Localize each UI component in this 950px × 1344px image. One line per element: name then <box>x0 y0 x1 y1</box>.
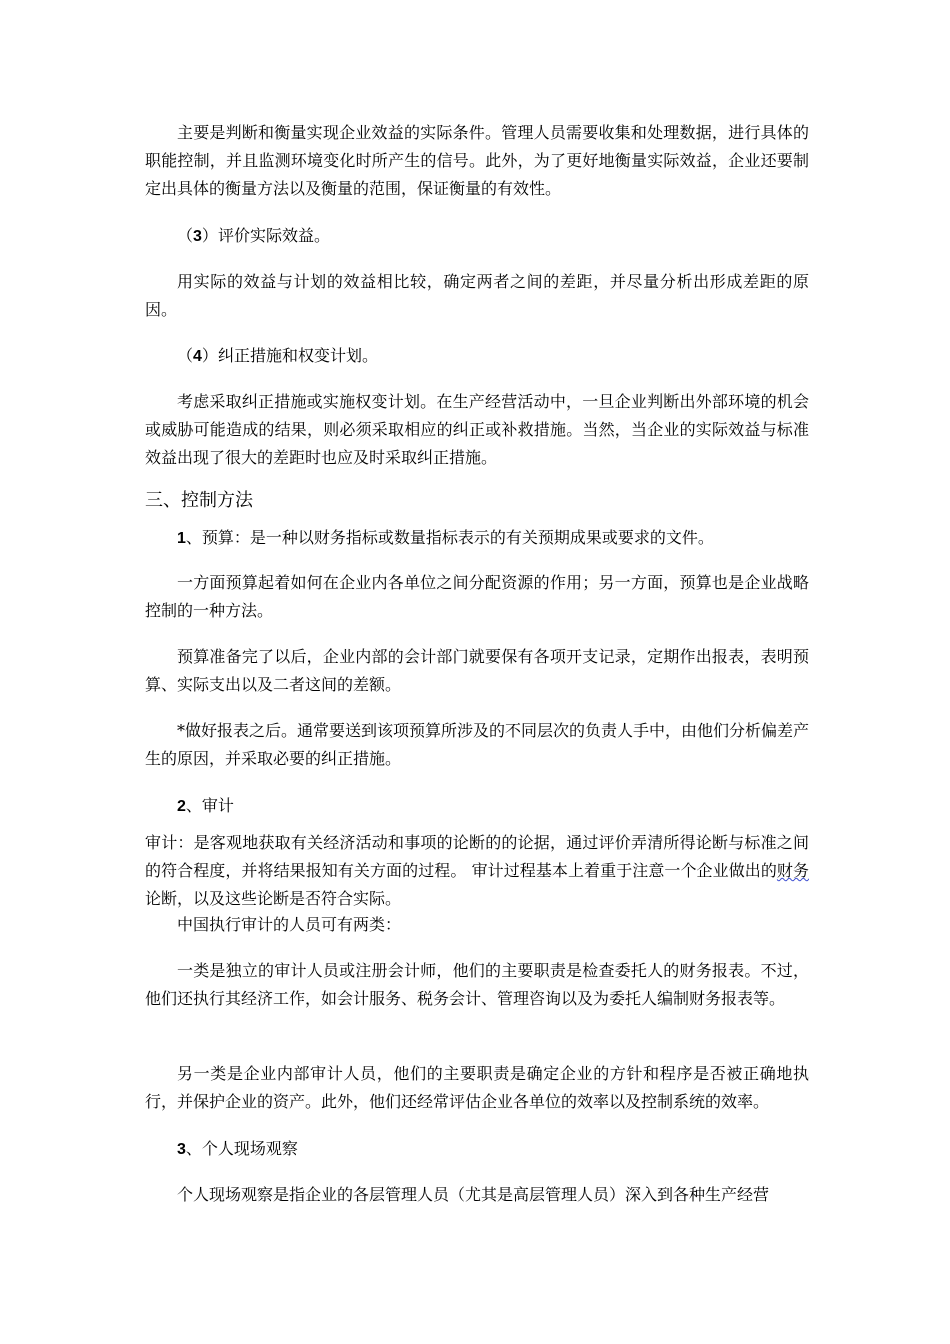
audit-text: 、审计 <box>185 796 234 815</box>
budget-number: 1 <box>177 530 186 547</box>
item-4-heading: （4）纠正措施和权变计划。 <box>177 346 378 365</box>
observation-number: 3 <box>177 1141 186 1158</box>
paragraph-internal-auditors: 另一类是企业内部审计人员，他们的主要职责是确定企业的方针和程序是否被正确地执行，并保护企业的资产。此外，他们还经常评估企业各单位的效率以及控制系统的效率。 <box>145 1064 809 1111</box>
audit-definition-part2: 论断，以及这些论断是否符合实际。 <box>145 889 402 908</box>
paragraph-corrective: 考虑采取纠正措施或实施权变计划。在生产经营活动中，一旦企业判断出外部环境的机会或威胁可能造成的结果，则必须采取相应的纠正或补救措施。当然，当企业的实际效益与标准效益出现了很大的差距时也应及时采取纠正措施。 <box>145 392 809 467</box>
paragraph-audit-definition <box>145 829 809 913</box>
item-3-number: 3 <box>193 228 202 245</box>
budget-text: 、预算：是一种以财务指标或数量指标表示的有关预期成果或要求的文件。 <box>185 528 714 547</box>
paragraph-field-observation: 个人现场观察是指企业的各层管理人员（尤其是高层管理人员）深入到各种生产经营 <box>177 1185 770 1204</box>
audit-definition-part1: 审计：是客观地获取有关经济活动和事项的论断的的论据，通过评价弄清所得论断与标准之间的符合程度，并将结果报知有关方面的过程。 审计过程基本上着重于注意一个企业做出的 <box>145 833 809 880</box>
budget-heading <box>145 524 809 553</box>
paragraph-evaluate: 用实际的效益与计划的效益相比较，确定两者之间的差距，并尽量分析出形成差距的原因。 <box>145 272 809 319</box>
audit-definition-underlined: 财务 <box>776 861 809 880</box>
paragraph-auditor-types: 中国执行审计的人员可有两类： <box>177 915 402 934</box>
observation-heading <box>145 1135 809 1164</box>
audit-heading <box>145 792 809 821</box>
observation-text: 、个人现场观察 <box>185 1139 298 1158</box>
paragraph-independent-auditors: 一类是独立的审计人员或注册会计师，他们的主要职责是检查委托人的财务报表。不过，他们还执行其经济工作，如会计服务、税务会计、管理咨询以及为委托人编制财务报表等。 <box>145 961 809 1008</box>
paragraph-measurement: 主要是判断和衡量实现企业效益的实际条件。管理人员需要收集和处理数据，进行具体的职能控制，并且监测环境变化时所产生的信号。此外，为了更好地衡量实际效益，企业还要制定出具体的衡量方法以及衡量的范围，保证衡量的有效性。 <box>145 123 809 198</box>
section-heading-control-methods: 三、控制方法 <box>145 490 253 511</box>
item-3-text: 评价实际效益。 <box>217 226 330 245</box>
paragraph-budget-records: 预算准备完了以后，企业内部的会计部门就要保有各项开支记录，定期作出报表，表明预算、实际支出以及二者这间的差额。 <box>145 647 809 694</box>
audit-number: 2 <box>177 798 186 815</box>
paragraph-budget-reports: *做好报表之后。通常要送到该项预算所涉及的不同层次的负责人手中，由他们分析偏差产生的原因，并采取必要的纠正措施。 <box>145 721 810 768</box>
item-4-text: 纠正措施和权变计划。 <box>217 346 378 365</box>
item-3-heading: （3）评价实际效益。 <box>177 226 330 245</box>
paragraph-budget-role: 一方面预算起着如何在企业内各单位之间分配资源的作用；另一方面，预算也是企业战略控制的一种方法。 <box>145 573 809 620</box>
item-4-number: 4 <box>193 348 202 365</box>
